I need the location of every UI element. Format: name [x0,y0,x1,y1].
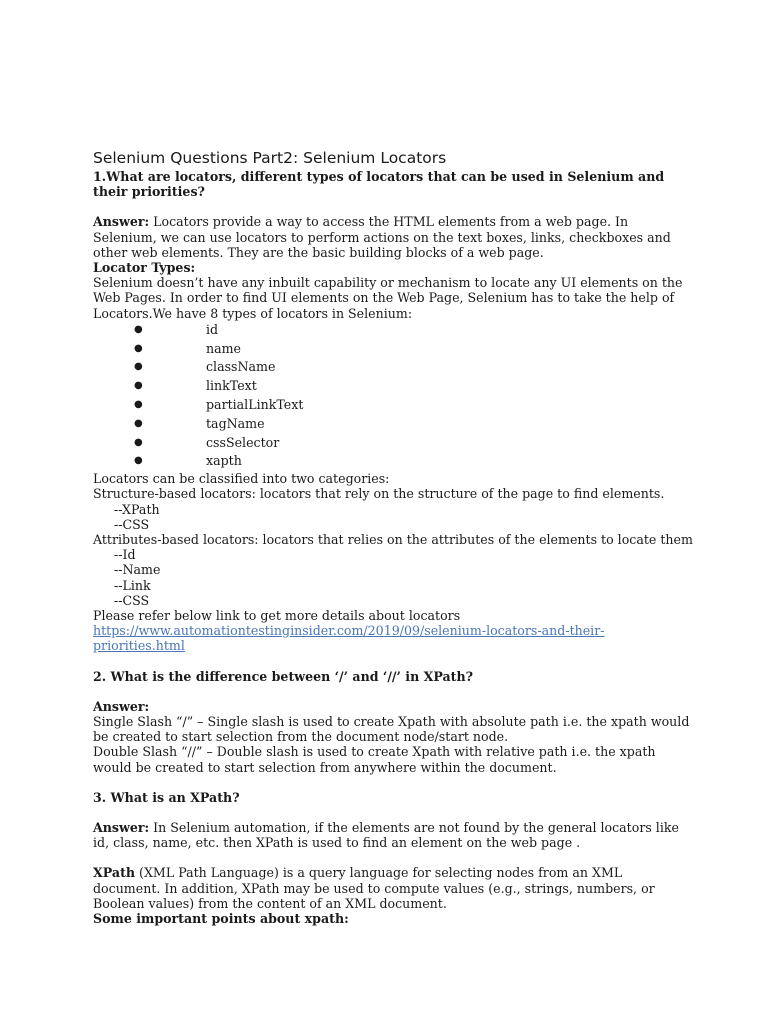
list-item [93,396,693,415]
locator-name: partialLinkText [206,397,304,413]
xpath-label: XPath [93,865,136,881]
structure-based-text: Structure-based locators: locators that rely on the structure of the page to find elements. [93,486,665,502]
list-item [93,358,693,377]
locator-name: id [206,321,219,337]
list-item [93,340,693,359]
locator-types-text: Selenium doesn’t have any inbuilt capability or mechanism to locate any UI elements on the Web Pages. In order to find UI elements on the Web Page, Selenium has to take the help of Locators.We have 8 types of locators in Selenium: [93,275,683,321]
q1-answer [93,214,693,260]
q2-double-slash: Double Slash “//” – Double slash is used to create Xpath with relative path i.e. the xpath would be created to start selection from anywhere within the document. [93,744,656,775]
bullet-icon: ● [134,417,143,429]
locator-list [93,321,693,471]
question-1: 1.What are locators, different types of locators that can be used in Selenium and their priorities? [93,169,665,200]
attribute-item: --CSS [114,592,150,608]
page-title: Selenium Questions Part2: Selenium Locators [93,149,447,167]
bullet-icon: ● [134,323,143,335]
categories-intro: Locators can be classified into two categories: [93,471,390,487]
q3-answer-text: In Selenium automation, if the elements are not found by the general locators like id, class, name, etc. then XPath is used to find an element on the web page . [93,820,679,851]
attribute-item: --Link [114,577,151,593]
refer-text: Please refer below link to get more details about locators [93,608,461,624]
bullet-icon: ● [134,455,143,467]
list-item [93,377,693,396]
bullet-icon: ● [134,436,143,448]
q2-answer-label: Answer: [93,698,150,714]
bullet-icon: ● [134,342,143,354]
q3-answer [93,820,693,850]
q1-answer-label: Answer: [93,214,150,230]
list-item [93,415,693,434]
question-2: 2. What is the difference between ‘/’ and ‘//’ in XPath? [93,668,474,684]
q2-single-slash: Single Slash “/” – Single slash is used to create Xpath with absolute path i.e. the xpath would be created to start selection from the document node/start node. [93,714,690,745]
bullet-icon: ● [134,380,143,392]
document-content [93,148,693,926]
locator-name: tagName [206,415,265,431]
locator-name: name [206,340,242,356]
attribute-item: --Id [114,547,136,563]
locator-name: className [206,359,276,375]
locator-name: linkText [206,378,257,394]
list-item [93,434,693,453]
xpath-definition [93,865,693,911]
attribute-based-text: Attributes-based locators: locators that relies on the attributes of the elements to locate them [93,532,693,548]
q3-answer-label: Answer: [93,820,150,836]
locator-name: xapth [206,453,242,469]
locator-types-heading: Locator Types: [93,260,196,276]
structure-item: --XPath [114,501,160,517]
attribute-item: --Name [114,562,161,578]
xpath-text: (XML Path Language) is a query language for selecting nodes from an XML document. In addition, XPath may be used to compute values (e.g., strings, numbers, or Boolean values) from the content of an XML document. [93,865,655,911]
locator-name: cssSelector [206,434,280,450]
structure-item: --CSS [114,516,150,532]
question-3: 3. What is an XPath? [93,789,240,805]
xpath-points-heading: Some important points about xpath: [93,911,349,927]
bullet-icon: ● [134,399,143,411]
list-item [93,452,693,471]
bullet-icon: ● [134,361,143,373]
list-item [93,321,693,340]
q1-answer-text: Locators provide a way to access the HTML elements from a web page. In Selenium, we can use locators to perform actions on the text boxes, links, checkboxes and other web elements. They are the basic building blocks of a web page. [93,214,671,260]
locators-article-link[interactable]: https://www.automationtestinginsider.com/2019/09/selenium-locators-and-their-priorities.html [93,623,605,654]
